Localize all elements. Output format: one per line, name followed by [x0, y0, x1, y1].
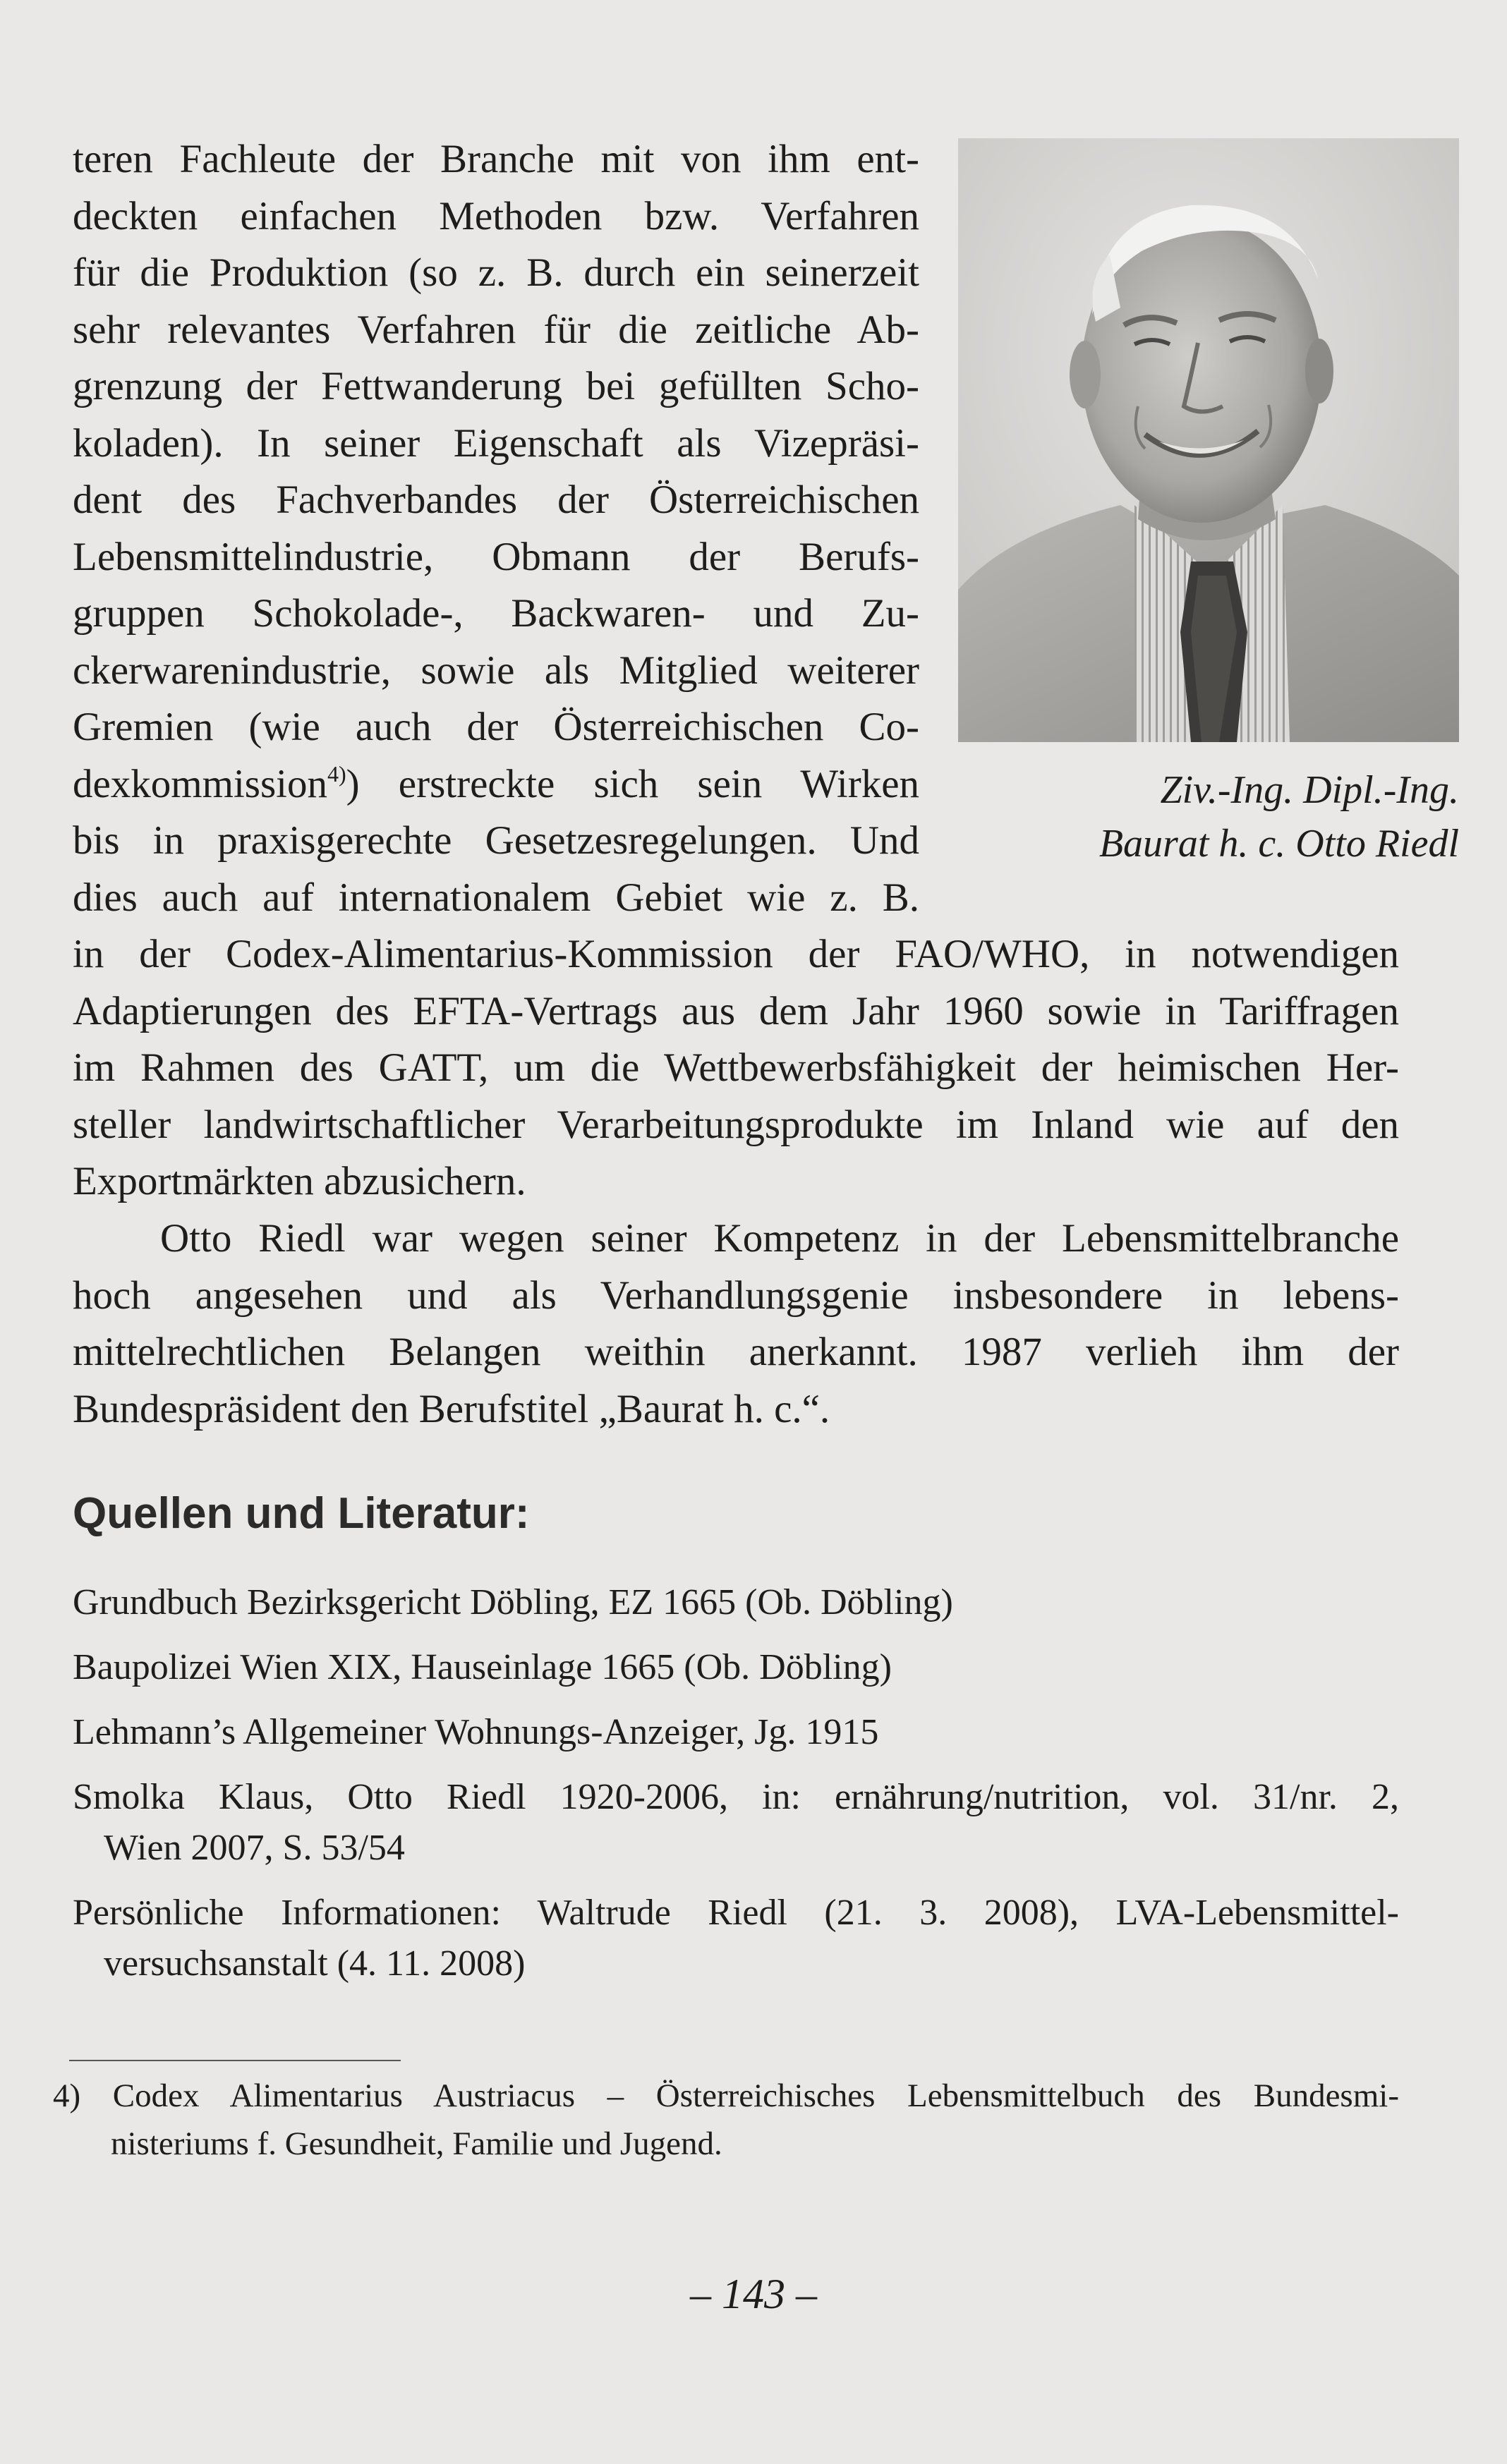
text-line: Exportmärkten abzusichern.: [73, 1159, 526, 1203]
source-text: Grundbuch Bezirksgericht Döbling, EZ 1665 (Ob. Döbling): [73, 1582, 953, 1622]
text-line: dies auch auf internationalem Gebiet wie z. B.: [73, 875, 919, 920]
source-entry: [73, 1772, 1399, 1874]
page-number: – 143 –: [690, 2271, 817, 2317]
footnote-marker: 4): [327, 760, 346, 787]
footnote-text-continuation: nisteriums f. Gesundheit, Familie und Jugend.: [111, 2125, 722, 2162]
text-line: grenzung der Fettwanderung bei gefüllten Scho-: [73, 364, 919, 408]
text-line: dent des Fachverbandes der Österreichischen: [73, 478, 919, 522]
source-text: Smolka Klaus, Otto Riedl 1920-2006, in: ernährung/nutrition, vol. 31/nr. 2,: [73, 1777, 1399, 1817]
footnote: [53, 2072, 1399, 2168]
caption-line: Baurat h. c. Otto Riedl: [1099, 822, 1459, 866]
footnote-text: 4) Codex Alimentarius Austriacus – Österreichisches Lebensmittelbuch des Bundesmi-: [53, 2077, 1399, 2114]
source-text: Baupolizei Wien XIX, Hauseinlage 1665 (Ob. Döbling): [73, 1647, 892, 1687]
text-line: ckerwarenindustrie, sowie als Mitglied weiterer: [73, 648, 919, 693]
text-line: Bundespräsident den Berufstitel „Baurat h. c.“.: [73, 1386, 830, 1431]
text-line: Adaptierungen des EFTA-Vertrags aus dem Jahr 1960 sowie in Tariffragen: [73, 988, 1399, 1033]
photo-caption: [1099, 763, 1459, 870]
source-text: Persönliche Informationen: Waltrude Riedl (21. 3. 2008), LVA-Lebensmittel-: [73, 1893, 1399, 1933]
text-line: in der Codex-Alimentarius-Kommission der FAO/WHO, in notwendigen: [73, 932, 1399, 976]
text-line-with-footnote: [73, 756, 919, 813]
text-line: hoch angesehen und als Verhandlungsgenie insbesondere in lebens-: [73, 1273, 1399, 1318]
text-line: teren Fachleute der Branche mit von ihm ent-: [73, 137, 919, 181]
text-line: im Rahmen des GATT, um die Wettbewerbsfähigkeit der heimischen Her-: [73, 1045, 1399, 1090]
text-line: koladen). In seiner Eigenschaft als Vizepräsi-: [73, 420, 919, 466]
text-fragment: ) erstreckte sich sein Wirken: [346, 761, 919, 806]
wrapped-paragraph: [73, 131, 919, 926]
text-line: gruppen Schokolade-, Backwaren- und Zu-: [73, 591, 919, 636]
source-entry: [73, 1888, 1399, 1989]
caption-line: Ziv.-Ing. Dipl.-Ing.: [1160, 768, 1459, 812]
text-line: sehr relevantes Verfahren für die zeitliche Ab-: [73, 307, 919, 352]
source-text-continuation: Wien 2007, S. 53/54: [104, 1828, 405, 1868]
footnote-divider: [69, 2060, 401, 2061]
text-line: Lebensmittelindustrie, Obmann der Berufs-: [73, 534, 919, 579]
source-entry: [73, 1707, 1399, 1758]
source-entry: [73, 1642, 1399, 1693]
text-line: Otto Riedl war wegen seiner Kompetenz in der Lebensmittelbranche: [160, 1216, 1399, 1261]
source-text-continuation: versuchsanstalt (4. 11. 2008): [104, 1943, 526, 1984]
source-entry: [73, 1577, 1399, 1628]
portrait-illustration: [958, 138, 1459, 742]
text-line: mittelrechtlichen Belangen weithin anerkannt. 1987 verlieh ihm der: [73, 1330, 1399, 1374]
text-line: für die Produktion (so z. B. durch ein seinerzeit: [73, 250, 919, 295]
text-fragment: dexkommission: [73, 761, 328, 806]
paragraph-two: [73, 1210, 1399, 1438]
source-text: Lehmann’s Allgemeiner Wohnungs-Anzeiger, Jg. 1915: [73, 1712, 879, 1752]
text-line: Gremien (wie auch der Österreichischen Co-: [73, 705, 919, 749]
portrait-photo: [958, 138, 1459, 742]
section-heading: Quellen und Literatur:: [73, 1489, 530, 1538]
text-line: steller landwirtschaftlicher Verarbeitungsprodukte im Inland wie auf den: [73, 1102, 1399, 1147]
sources-list: [73, 1577, 1399, 2003]
text-line: bis in praxisgerechte Gesetzesregelungen. Und: [73, 818, 919, 863]
text-line: deckten einfachen Methoden bzw. Verfahren: [73, 193, 919, 238]
paragraph-continuation: [73, 926, 1399, 1210]
